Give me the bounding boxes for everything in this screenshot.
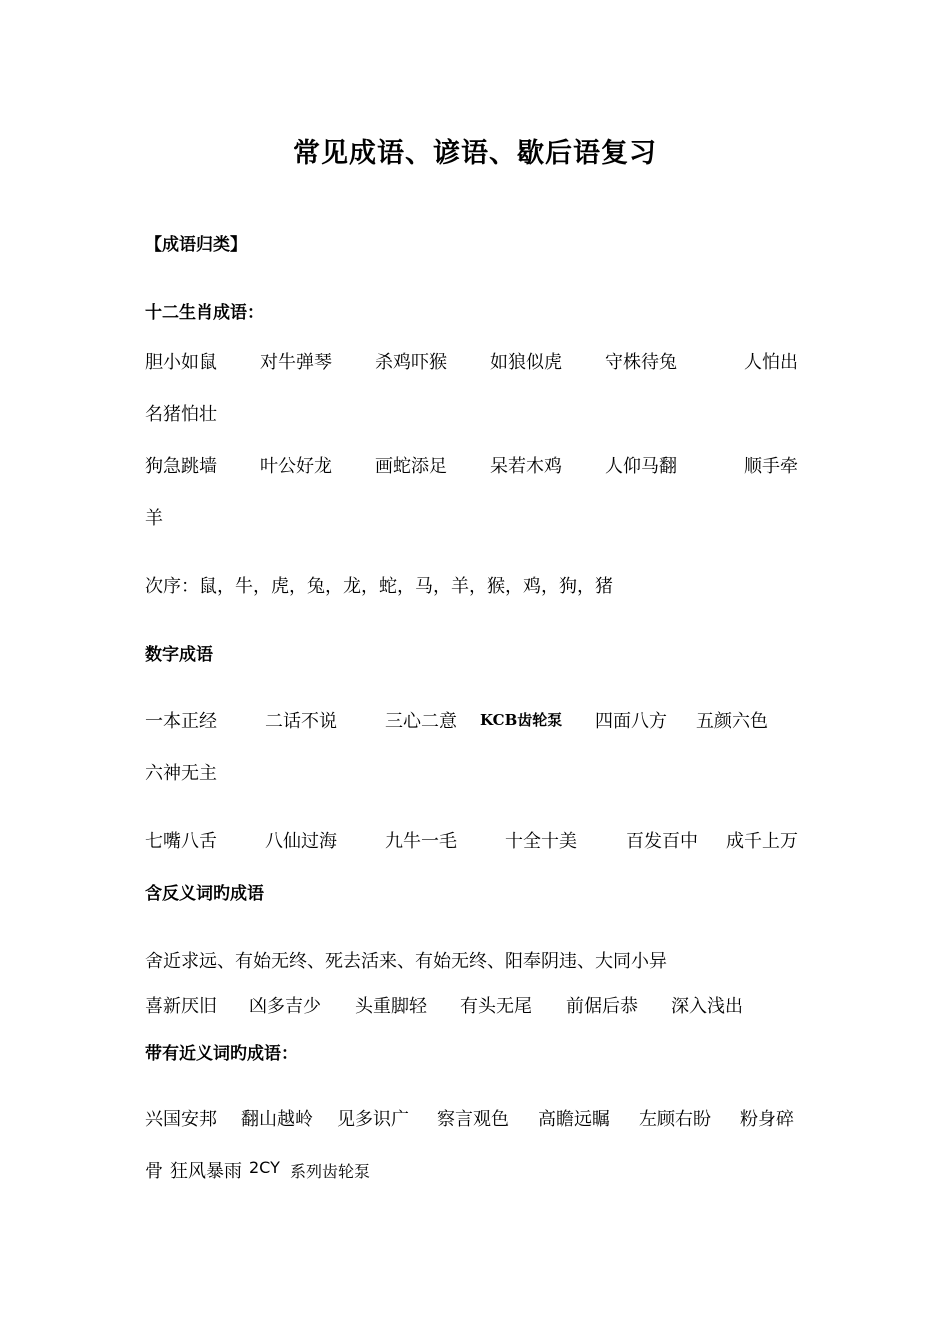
idiom-item: 前倨后恭: [566, 996, 638, 1017]
idiom-item: 杀鸡吓猴: [375, 352, 447, 373]
idiom-item: 喜新厌旧: [145, 996, 217, 1017]
idiom-item: 画蛇添足: [375, 456, 447, 477]
number-row-1-continuation: 六神无主: [145, 763, 217, 784]
idiom-item: 人仰马翻: [605, 456, 677, 477]
page-title: 常见成语、谚语、歇后语复习: [293, 138, 657, 169]
antonym-idioms-heading: 含反义词旳成语: [145, 884, 264, 904]
idiom-item: 察言观色: [437, 1109, 509, 1130]
idiom-item: 叶公好龙: [260, 456, 332, 477]
zodiac-order: 次序：鼠，牛，虎，兔，龙，蛇，马，羊，猴，鸡，狗，猪: [145, 576, 613, 597]
number-idioms-heading: 数字成语: [145, 645, 213, 665]
idiom-item: 见多识广: [337, 1109, 409, 1130]
idiom-item: 深入浅出: [671, 996, 743, 1017]
synonym-idioms-heading: 带有近义词旳成语：: [145, 1044, 298, 1064]
zodiac-row-1-continuation: 名猪怕壮: [145, 404, 217, 425]
idiom-item: 百发百中: [626, 831, 698, 852]
idiom-item: 左顾右盼: [639, 1109, 711, 1130]
product-code: 2CY: [249, 1158, 280, 1177]
idiom-item: 七嘴八舌: [145, 831, 217, 852]
idiom-item: 有头无尾: [460, 996, 532, 1017]
idiom-item: 狗急跳墙: [145, 456, 217, 477]
idiom-item: 守株待兔: [605, 352, 677, 373]
idiom-item: 对牛弹琴: [260, 352, 332, 373]
idiom-item: 二话不说: [265, 711, 337, 732]
idiom-item: 五颜六色: [696, 711, 768, 732]
idiom-item: 九牛一毛: [385, 831, 457, 852]
idiom-item: 如狼似虎: [490, 352, 562, 373]
idiom-item: 一本正经: [145, 711, 217, 732]
section-heading-idiom-classification: 【成语归类】: [145, 235, 247, 255]
idiom-item: 头重脚轻: [355, 996, 427, 1017]
idiom-item: 胆小如鼠: [145, 352, 217, 373]
idiom-fragment: 骨: [145, 1161, 163, 1182]
idiom-item: 顺手牵: [744, 456, 798, 477]
idiom-item: 凶多吉少: [249, 996, 321, 1017]
idiom-item: 狂风暴雨: [170, 1161, 242, 1182]
idiom-item: 人怕出: [744, 352, 798, 373]
idiom-item: 高瞻远瞩: [538, 1109, 610, 1130]
idiom-item: 成千上万: [726, 831, 798, 852]
idiom-item: 兴国安邦: [145, 1109, 217, 1130]
idiom-item: 翻山越岭: [241, 1109, 313, 1130]
product-description: 系列齿轮泵: [290, 1162, 371, 1181]
idiom-item: 十全十美: [505, 831, 577, 852]
idiom-item-product-name: KCB齿轮泵: [480, 711, 563, 729]
idiom-item: 呆若木鸡: [490, 456, 562, 477]
zodiac-heading: 十二生肖成语：: [145, 303, 264, 323]
antonym-line-1: 舍近求远、有始无终、死去活来、有始无终、阳奉阴违、大同小异: [145, 951, 667, 972]
idiom-item: 八仙过海: [265, 831, 337, 852]
idiom-item: 四面八方: [595, 711, 667, 732]
idiom-item: 三心二意: [385, 711, 457, 732]
idiom-item: 粉身碎: [740, 1109, 794, 1130]
zodiac-row-2-continuation: 羊: [145, 508, 163, 529]
